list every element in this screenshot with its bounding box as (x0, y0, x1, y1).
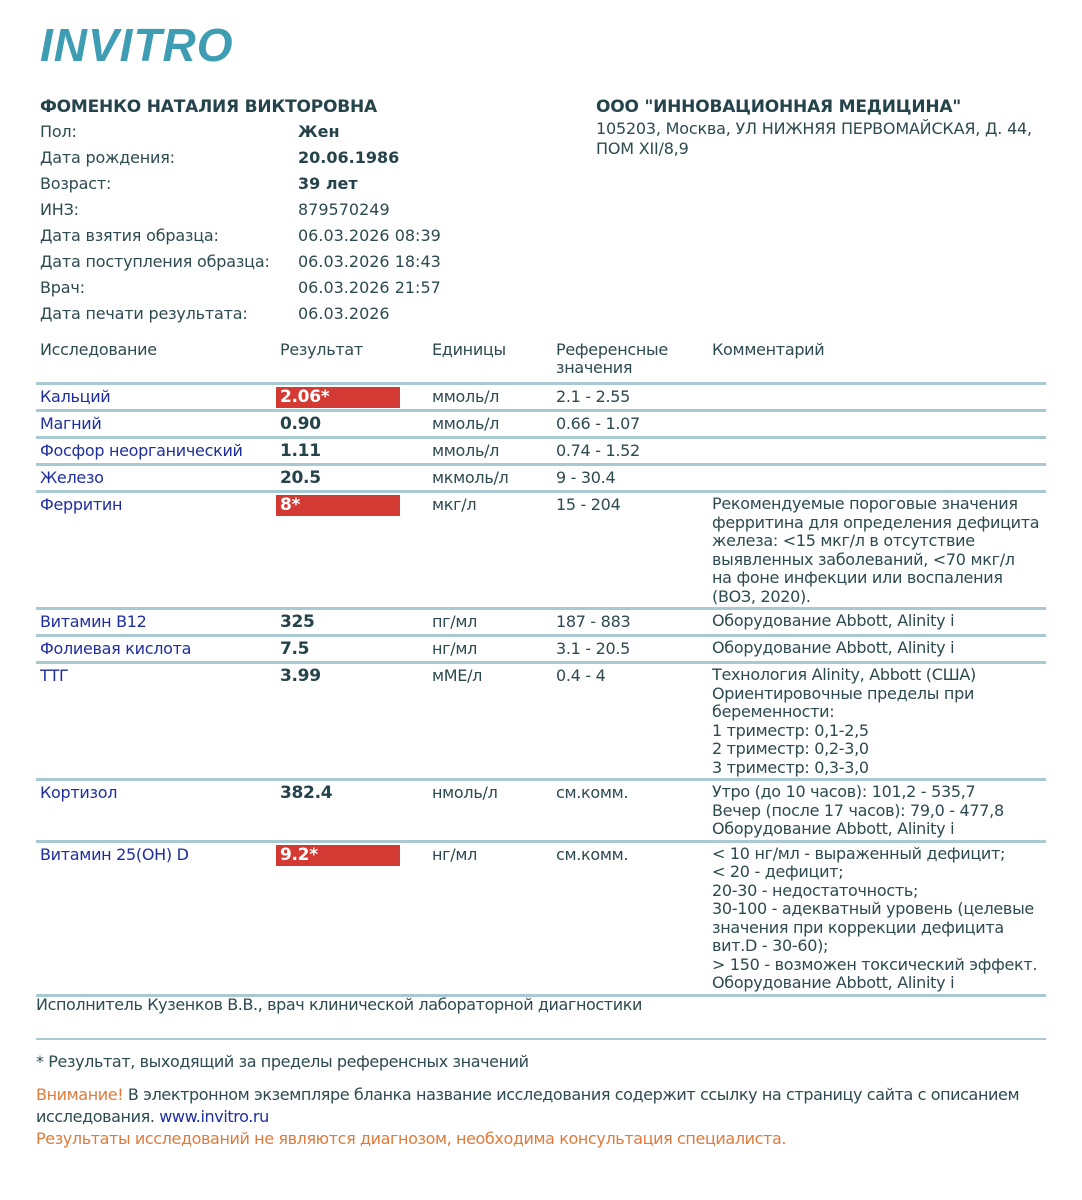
patient-field-label: Дата взятия образца: (40, 226, 219, 245)
table-body (36, 382, 1046, 994)
patient-field (40, 275, 560, 301)
reference-cell: 2.1 - 2.55 (556, 387, 631, 406)
comment-cell (712, 387, 1046, 409)
comment-cell (712, 441, 1046, 463)
footnote: * Результат, выходящий за пределы референсных значений (36, 1052, 529, 1071)
header-test: Исследование (40, 340, 157, 359)
patient-field-label: Врач: (40, 278, 85, 297)
header-reference (556, 340, 712, 382)
units-cell: мкмоль/л (432, 468, 509, 487)
patient-field-label: ИНЗ: (40, 200, 79, 219)
invitro-logo: INVITRO (40, 19, 234, 71)
comment-cell (712, 783, 1046, 840)
patient-field (40, 249, 560, 275)
comment-line: Рекомендуемые пороговые значения (712, 494, 1018, 513)
test-name-link[interactable]: Витамин В12 (40, 612, 147, 631)
test-name-link[interactable]: Фосфор неорганический (40, 441, 243, 460)
result-cell: 1.11 (280, 441, 321, 461)
patient-field-value: 06.03.2026 18:43 (298, 252, 441, 271)
comment-cell (712, 468, 1046, 490)
reference-cell: 15 - 204 (556, 495, 621, 514)
comment-line: 1 триместр: 0,1-2,5 (712, 720, 869, 740)
table-row (36, 634, 1046, 661)
test-name-link[interactable]: Кальций (40, 387, 111, 406)
comment-line: 3 триместр: 0,3-3,0 (712, 757, 869, 777)
test-name-link[interactable]: Железо (40, 468, 104, 487)
comment-cell (712, 414, 1046, 436)
patient-name: ФОМЕНКО НАТАЛИЯ ВИКТОРОВНА (40, 97, 378, 117)
comment-cell (712, 845, 1046, 994)
table-row (36, 840, 1046, 994)
header-reference-line2: значения (556, 358, 633, 377)
test-name-link[interactable]: Кортизол (40, 783, 118, 802)
table-header (36, 340, 1046, 382)
table-row (36, 490, 1046, 607)
units-cell: мМЕ/л (432, 666, 483, 685)
attention-text: В электронном экземпляре бланка название исследования содержит ссылку на страницу сайта с описанием исследования. (36, 1085, 1020, 1126)
header-reference-line1: Референсные (556, 340, 668, 359)
test-name-link[interactable]: Фолиевая кислота (40, 639, 192, 658)
units-cell: нг/мл (432, 639, 478, 658)
attention-label: Внимание! (36, 1085, 124, 1104)
table-row (36, 607, 1046, 634)
patient-field-label: Возраст: (40, 174, 112, 193)
units-cell: нмоль/л (432, 783, 498, 802)
table-row (36, 436, 1046, 463)
comment-line: 2 триместр: 0,2-3,0 (712, 739, 869, 758)
table-row (36, 463, 1046, 490)
website-link[interactable]: www.invitro.ru (159, 1107, 269, 1126)
test-name-link[interactable]: ТТГ (40, 666, 69, 685)
flagged-result: 9.2* (276, 845, 400, 866)
comment-line: Технология Alinity, Abbott (США) (712, 665, 976, 684)
result-cell (276, 387, 432, 409)
comment-line: на фоне инфекции или воспаления (712, 568, 1003, 587)
result-cell: 3.99 (280, 666, 321, 686)
result-cell: 7.5 (280, 639, 310, 659)
comment-line: Утро (до 10 часов): 101,2 - 535,7 (712, 782, 976, 801)
notice (36, 1084, 1056, 1150)
lab-address-line-2: ПОМ XII/8,9 (596, 139, 689, 158)
patient-field-label: Пол: (40, 122, 77, 141)
comment-line: значения при коррекции дефицита (712, 917, 1004, 937)
reference-cell: 0.4 - 4 (556, 666, 606, 685)
disclaimer: Результаты исследований не являются диагнозом, необходима консультация специалиста. (36, 1129, 787, 1148)
comment-line: Оборудование Abbott, Alinity i (712, 611, 955, 630)
comment-cell (712, 666, 1046, 778)
patient-field-value: 06.03.2026 08:39 (298, 226, 441, 245)
patient-field-label: Дата печати результата: (40, 304, 248, 323)
patient-field-label: Дата рождения: (40, 148, 175, 167)
comment-line: 20-30 - недостаточность; (712, 880, 919, 900)
comment-line: железа: <15 мкг/л в отсутствие (712, 531, 975, 550)
comment-cell (712, 639, 1046, 661)
header-comment: Комментарий (712, 340, 825, 359)
comment-line: Вечер (после 17 часов): 79,0 - 477,8 (712, 800, 1004, 820)
units-cell: ммоль/л (432, 441, 500, 460)
comment-line: Оборудование Abbott, Alinity i (712, 819, 955, 838)
patient-field-value: 06.03.2026 (298, 304, 390, 323)
result-cell: 20.5 (280, 468, 321, 488)
patient-fields (40, 119, 560, 327)
comment-line: (ВОЗ, 2020). (712, 586, 811, 606)
header-units: Единицы (432, 340, 506, 359)
units-cell: пг/мл (432, 612, 478, 631)
patient-field (40, 197, 560, 223)
patient-field-label: Дата поступления образца: (40, 252, 270, 271)
patient-field-value: 20.06.1986 (298, 148, 400, 167)
reference-cell: см.комм. (556, 783, 629, 802)
comment-cell (712, 495, 1046, 607)
patient-field (40, 301, 560, 327)
units-cell: ммоль/л (432, 387, 500, 406)
test-name-link[interactable]: Магний (40, 414, 102, 433)
reference-cell: см.комм. (556, 844, 629, 864)
test-name-link[interactable]: Витамин 25(ОН) D (40, 844, 189, 864)
patient-field (40, 223, 560, 249)
performer: Исполнитель Кузенков В.В., врач клинической лабораторной диагностики (36, 995, 642, 1014)
result-cell: 382.4 (280, 783, 333, 803)
comment-cell (712, 612, 1046, 634)
header-result: Результат (280, 340, 363, 359)
patient-field-value: 879570249 (298, 200, 390, 219)
reference-cell: 3.1 - 20.5 (556, 639, 631, 658)
comment-line: Оборудование Abbott, Alinity i (712, 638, 955, 657)
comment-line: выявленных заболеваний, <70 мкг/л (712, 549, 1015, 569)
patient-info (40, 95, 560, 327)
results-table (36, 340, 1046, 997)
units-cell: мкг/л (432, 495, 477, 514)
comment-line: > 150 - возможен токсический эффект. (712, 954, 1038, 974)
reference-cell: 187 - 883 (556, 612, 631, 631)
table-row (36, 778, 1046, 840)
result-cell: 325 (280, 612, 315, 632)
result-cell: 0.90 (280, 414, 321, 434)
lab-info (596, 95, 1066, 159)
table-row (36, 409, 1046, 436)
patient-field (40, 145, 560, 171)
comment-line: Ориентировочные пределы при (712, 683, 975, 703)
comment-line: < 20 - дефицит; (712, 862, 844, 881)
result-cell (276, 845, 432, 994)
result-cell (276, 495, 432, 607)
reference-cell: 9 - 30.4 (556, 468, 616, 487)
reference-cell: 0.66 - 1.07 (556, 414, 640, 433)
footer-divider (36, 1038, 1046, 1040)
comment-line: 30-100 - адекватный уровень (целевые (712, 899, 1034, 918)
comment-line: < 10 нг/мл - выраженный дефицит; (712, 843, 1006, 863)
patient-field-value: 06.03.2026 21:57 (298, 278, 441, 297)
comment-line: беременности: (712, 702, 835, 721)
units-cell: ммоль/л (432, 414, 500, 433)
patient-field-value: Жен (298, 122, 340, 141)
table-row (36, 661, 1046, 778)
lab-address-line-1: 105203, Москва, УЛ НИЖНЯЯ ПЕРВОМАЙСКАЯ, Д. 44, (596, 119, 1032, 138)
patient-field (40, 119, 560, 145)
test-name-link[interactable]: Ферритин (40, 495, 123, 514)
table-row (36, 382, 1046, 409)
flagged-result: 8* (276, 495, 400, 516)
patient-field-value: 39 лет (298, 174, 358, 193)
flagged-result: 2.06* (276, 387, 400, 408)
patient-field (40, 171, 560, 197)
comment-line: Оборудование Abbott, Alinity i (712, 973, 955, 992)
lab-name: ООО "ИННОВАЦИОННАЯ МЕДИЦИНА" (596, 97, 961, 117)
reference-cell: 0.74 - 1.52 (556, 441, 640, 460)
units-cell: нг/мл (432, 844, 478, 864)
comment-line: вит.D - 30-60); (712, 936, 829, 955)
comment-line: ферритина для определения дефицита (712, 512, 1040, 532)
